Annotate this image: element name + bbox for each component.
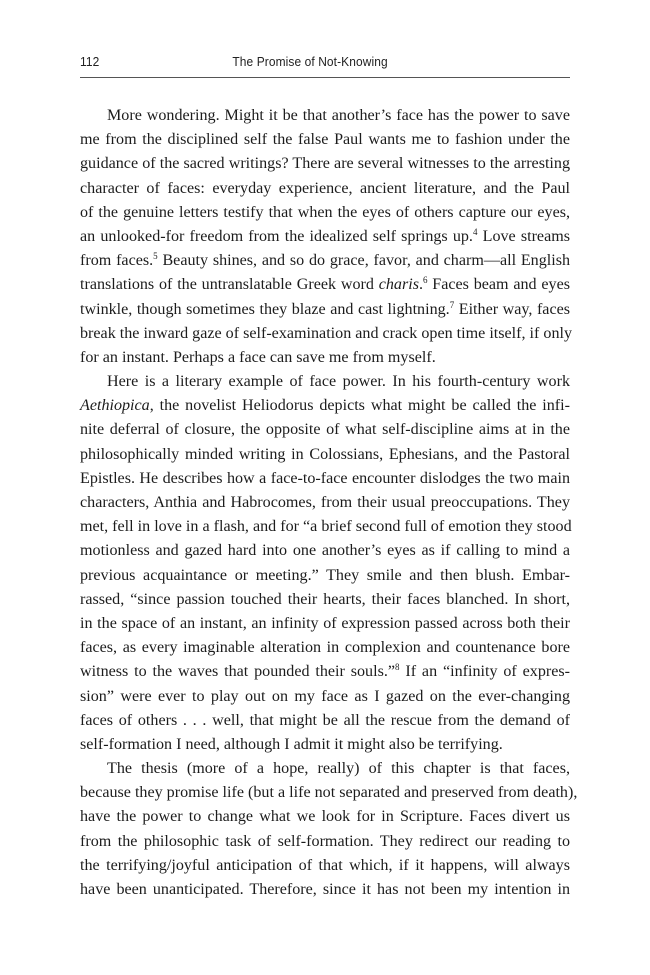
text-line xyxy=(80,225,570,249)
text-run: previous acquaintance or meeting.” They smile and then blush. Embar- xyxy=(80,566,570,584)
text-run: twinkle, though sometimes they blaze and cast lightning. xyxy=(80,300,450,318)
text-line xyxy=(80,443,570,467)
text-line xyxy=(80,588,570,612)
text-line xyxy=(80,249,570,273)
text-run: me from the disciplined self the false Paul wants me to fashion under the xyxy=(80,131,570,149)
text-run: The thesis (more of a hope, really) of this chapter is that faces, xyxy=(107,760,570,778)
footnote-ref: 4 xyxy=(472,226,478,237)
text-run: . xyxy=(418,276,423,294)
text-line xyxy=(80,418,570,442)
text-run: philosophically minded writing in Colossians, Ephesians, and the Pastoral xyxy=(80,445,570,463)
text-line xyxy=(80,757,570,781)
text-run: character of faces: everyday experience, ancient literature, and the Paul xyxy=(80,179,570,197)
text-line xyxy=(80,152,570,176)
text-line xyxy=(80,346,570,370)
text-line xyxy=(80,781,578,805)
text-run: faces, as every imaginable alteration in complexion and countenance bore xyxy=(80,639,570,657)
running-head xyxy=(80,52,531,76)
text-line xyxy=(80,830,570,854)
text-run: nite deferral of closure, the opposite of what self-discipline aims at in the xyxy=(80,421,570,439)
text-line xyxy=(80,878,570,902)
text-run: met, fell in love in a flash, and for “a brief second full of emotion they stood xyxy=(80,518,572,536)
text-run: Epistles. He describes how a face-to-face encounter dislodges the two main xyxy=(80,469,570,487)
text-run: translations of the untranslatable Greek word xyxy=(80,276,379,294)
text-line xyxy=(80,805,570,829)
body-text xyxy=(80,104,578,902)
text-run: for an instant. Perhaps a face can save me from myself. xyxy=(80,348,436,366)
text-line xyxy=(80,128,570,152)
text-line xyxy=(80,177,570,201)
text-line xyxy=(80,370,570,394)
text-line xyxy=(80,539,570,563)
text-run: faces of others . . . well, that might be all the rescue from the demand of xyxy=(80,711,570,729)
text-line xyxy=(80,733,570,757)
italic-term: Aethiopica xyxy=(80,397,150,415)
text-line xyxy=(80,298,570,322)
text-run: in the space of an instant, an infinity of expression passed across both their xyxy=(80,614,570,632)
text-line xyxy=(80,322,573,346)
text-line xyxy=(80,467,570,491)
text-line xyxy=(80,515,570,539)
header-rule xyxy=(80,77,570,78)
text-run: from faces. xyxy=(80,252,154,270)
text-run: sion” were ever to play out on my face as I gazed on the ever-changing xyxy=(80,687,570,705)
running-title: The Promise of Not-Knowing xyxy=(232,54,388,69)
text-run: because they promise life (but a life not separated and preserved from death), xyxy=(80,784,578,802)
text-line xyxy=(80,491,570,515)
text-run: self-formation I need, although I admit it might also be terrifying. xyxy=(80,735,503,753)
text-run: characters, Anthia and Habrocomes, from their usual preoccupations. They xyxy=(80,494,570,511)
text-line xyxy=(80,854,570,878)
text-run: If an “infinity of expres- xyxy=(399,663,570,681)
paragraph xyxy=(80,104,573,370)
text-run: from the philosophic task of self-formation. They redirect our reading to xyxy=(80,832,570,850)
text-run: Either way, faces xyxy=(454,300,570,318)
text-line xyxy=(80,636,570,660)
text-run: witness to the waves that pounded their souls.” xyxy=(80,663,395,681)
text-run: Here is a literary example of face power. In his fourth-century work xyxy=(107,373,570,391)
page-number: 112 xyxy=(80,54,100,69)
footnote-ref: 5 xyxy=(153,251,158,262)
text-line xyxy=(80,104,570,128)
text-line xyxy=(80,685,570,709)
text-run: Beauty shines, and so do grace, favor, and charm—all English xyxy=(157,252,571,270)
text-run: of the genuine letters testify that when the eyes of others capture our eyes, xyxy=(80,203,570,221)
text-run: , the novelist Heliodorus depicts what might be called the infi- xyxy=(149,397,570,415)
text-line xyxy=(80,660,570,684)
footnote-ref: 6 xyxy=(422,275,428,286)
text-line xyxy=(80,394,570,418)
text-run: have the power to change what we look for in Scripture. Faces divert us xyxy=(80,808,570,826)
footnote-ref: 7 xyxy=(449,299,455,310)
text-line xyxy=(80,564,570,588)
text-run: the terrifying/joyful anticipation of that which, if it happens, will always xyxy=(80,856,570,874)
text-run: Love streams xyxy=(477,227,570,245)
italic-term: charis xyxy=(378,276,419,294)
text-run: More wondering. Might it be that another’s face has the power to save xyxy=(107,107,570,124)
paragraph xyxy=(80,370,570,757)
paragraph xyxy=(80,757,578,902)
text-line xyxy=(80,273,570,297)
text-run: break the inward gaze of self-examination and crack open time itself, if only xyxy=(80,324,573,342)
text-line xyxy=(80,612,570,636)
text-run: motionless and gazed hard into one another’s eyes as if calling to mind a xyxy=(80,542,570,560)
text-run: Faces beam and eyes xyxy=(427,276,570,294)
text-line xyxy=(80,709,570,733)
text-run: rassed, “since passion touched their hearts, their faces blanched. In short, xyxy=(80,590,570,608)
text-run: an unlooked-for freedom from the idealized self springs up. xyxy=(80,227,473,245)
footnote-ref: 8 xyxy=(395,662,400,673)
text-line xyxy=(80,201,570,225)
text-run: guidance of the sacred writings? There are several witnesses to the arresting xyxy=(80,155,570,173)
text-run: have been unanticipated. Therefore, since it has not been my intention in xyxy=(80,881,570,898)
